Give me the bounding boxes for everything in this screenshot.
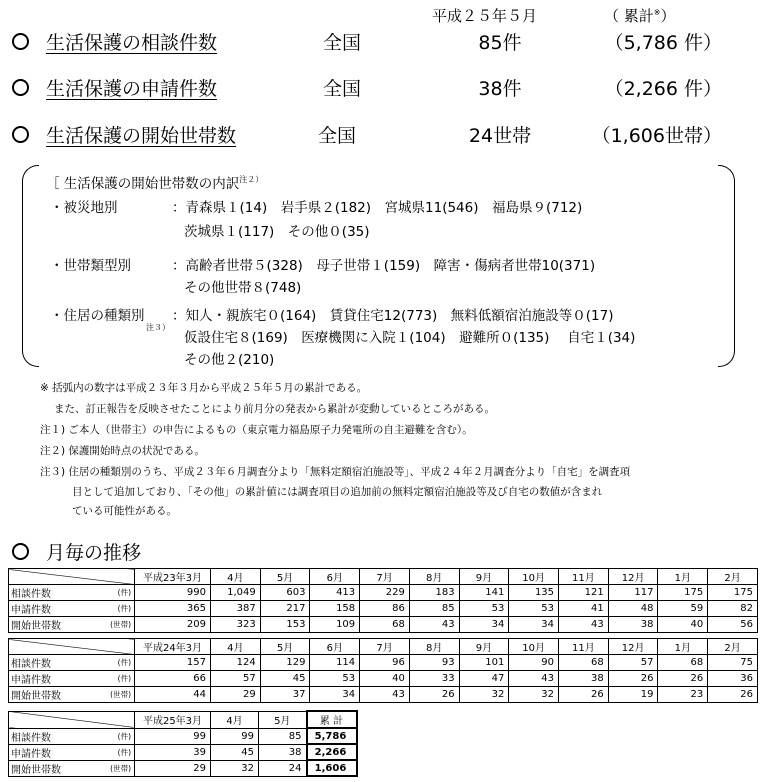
application-cumulative: （2,266 件）: [604, 78, 722, 100]
housing-type-label: ・住居の種類別: [50, 308, 145, 324]
month-header: 1月: [658, 569, 708, 585]
month-header: 12月: [608, 639, 658, 655]
month-header: 10月: [509, 569, 559, 585]
table-cell: 1,049: [211, 585, 261, 601]
table-cell: 57: [211, 671, 261, 687]
note-1: 注１) ご本人（世帯主）の申告によるもの（東京電力福島原子力発電所の自主避難を含む）。: [40, 424, 473, 436]
table-cell: 26: [658, 671, 708, 687]
table-cell: 47: [459, 671, 509, 687]
month-header: 6月: [310, 639, 360, 655]
table-cell: 44: [135, 687, 211, 703]
table-row: [9, 655, 758, 671]
row-label: 申請件数 (件): [9, 671, 135, 687]
start-households-label: 生活保護の開始世帯数: [46, 125, 237, 147]
table-cell: 23: [658, 687, 708, 703]
table-cell: 32: [459, 687, 509, 703]
disaster-area-line2: 茨城県１(117) その他０(35): [184, 224, 370, 240]
table-cell: 33: [409, 671, 459, 687]
table-cell: 135: [509, 585, 559, 601]
table-row: [9, 585, 758, 601]
table-cell: 38: [608, 617, 658, 633]
table-cell: 90: [509, 655, 559, 671]
consultation-cumulative: （5,786 件）: [604, 32, 722, 54]
month-header: 9月: [459, 639, 509, 655]
table-row: [9, 617, 758, 633]
table-cell: 59: [658, 601, 708, 617]
table-cell: 387: [211, 601, 261, 617]
table-cell: 99: [135, 728, 211, 744]
cumulative-header: 累 計: [307, 711, 357, 728]
table-cell: 37: [260, 687, 310, 703]
month-header: 8月: [409, 639, 459, 655]
table-cell: 85: [259, 728, 307, 744]
table-row: [9, 728, 357, 744]
table-cell: 32: [509, 687, 559, 703]
consultation-label: 生活保護の相談件数: [46, 32, 218, 54]
table-cell: 38: [259, 744, 307, 760]
table-cell: 66: [135, 671, 211, 687]
table-cell: 413: [310, 585, 360, 601]
consultation-value: 85件: [478, 32, 522, 54]
table-cell: 141: [459, 585, 509, 601]
month-header: 7月: [360, 639, 410, 655]
table-cell: 82: [708, 601, 758, 617]
table-row: [9, 687, 758, 703]
month-header: 平成24年3月: [135, 639, 211, 655]
table-cell: 34: [509, 617, 559, 633]
right-bracket: [718, 165, 735, 367]
monthly-title: 月毎の推移: [46, 542, 142, 564]
month-header: 1月: [658, 639, 708, 655]
cumulative-label: （ 累計※）: [604, 7, 676, 25]
table-row: [9, 601, 758, 617]
start-households-value: 24世帯: [468, 125, 532, 147]
disaster-area-line1: ：青森県１(14) 岩手県２(182) 宮城県11(546) 福島県９(712): [172, 200, 583, 216]
note-correction: また、訂正報告を反映させたことにより前月分の発表から累計が変動しているところがある。: [54, 403, 495, 415]
table-cell: 175: [708, 585, 758, 601]
row-label: 開始世帯数 (世帯): [9, 760, 135, 776]
table-cell: 26: [559, 687, 609, 703]
bullet-circle-icon: [12, 79, 29, 96]
table-cell: 40: [360, 671, 410, 687]
housing-type-line1: ：知人・親族宅０(164) 賃貸住宅12(773) 無料低額宿泊施設等０(17): [172, 308, 614, 324]
cumulative-cell: 1,606: [307, 760, 357, 776]
household-type-label: ・世帯類型別: [50, 258, 131, 274]
bullet-circle-icon: [12, 33, 29, 50]
bullet-circle-icon: [12, 543, 29, 560]
table-cell: 229: [360, 585, 410, 601]
table-cell: 121: [559, 585, 609, 601]
table-cell: 26: [608, 671, 658, 687]
table-cell: 114: [310, 655, 360, 671]
table-cell: 603: [260, 585, 310, 601]
month-header: 4月: [211, 639, 261, 655]
row-label: 開始世帯数 (世帯): [9, 687, 135, 703]
row-label: 相談件数 (件): [9, 655, 135, 671]
table-cell: 109: [310, 617, 360, 633]
table-cell: 56: [708, 617, 758, 633]
month-header: 12月: [608, 569, 658, 585]
table-cell: 217: [260, 601, 310, 617]
monthly-table-2011: [8, 568, 758, 633]
table-cell: 39: [135, 744, 211, 760]
month-header: 4月: [211, 711, 259, 728]
month-header: 平成25年3月: [135, 711, 211, 728]
table-cell: 365: [135, 601, 211, 617]
table-cell: 48: [608, 601, 658, 617]
table-cell: 36: [708, 671, 758, 687]
diagonal-cell: [9, 639, 135, 655]
month-header: 11月: [559, 639, 609, 655]
table-cell: 57: [608, 655, 658, 671]
consultation-scope: 全国: [323, 32, 362, 54]
table-cell: 43: [409, 617, 459, 633]
table-cell: 32: [211, 760, 259, 776]
bullet-circle-icon: [12, 126, 29, 143]
diagonal-cell: [9, 711, 135, 728]
table-cell: 29: [135, 760, 211, 776]
table-cell: 19: [608, 687, 658, 703]
table-cell: 68: [658, 655, 708, 671]
left-bracket: [22, 165, 39, 367]
table-row: [9, 760, 357, 776]
table-cell: 153: [260, 617, 310, 633]
disaster-area-label: ・被災地別: [50, 200, 118, 216]
table-cell: 129: [260, 655, 310, 671]
table-cell: 24: [259, 760, 307, 776]
table-cell: 183: [409, 585, 459, 601]
month-header: 2月: [708, 639, 758, 655]
table-cell: 96: [360, 655, 410, 671]
table-cell: 124: [211, 655, 261, 671]
table-header-row: [9, 639, 758, 655]
row-label: 開始世帯数 (世帯): [9, 617, 135, 633]
month-header: 10月: [509, 639, 559, 655]
table-cell: 53: [310, 671, 360, 687]
table-header-row: [9, 569, 758, 585]
note-2: 注２) 保護開始時点の状況である。: [40, 445, 205, 457]
table-cell: 45: [260, 671, 310, 687]
cumulative-cell: 2,266: [307, 744, 357, 760]
table-cell: 68: [559, 655, 609, 671]
month-header: 5月: [260, 639, 310, 655]
table-row: [9, 744, 357, 760]
table-cell: 85: [409, 601, 459, 617]
table-header-row: [9, 711, 357, 728]
table-cell: 38: [559, 671, 609, 687]
housing-type-line3: その他２(210): [184, 352, 275, 368]
month-header: 5月: [260, 569, 310, 585]
table-cell: 175: [658, 585, 708, 601]
note-cumulative: ※ 括弧内の数字は平成２３年３月から平成２５年５月の累計である。: [40, 382, 368, 394]
diagonal-cell: [9, 569, 135, 585]
row-label: 申請件数 (件): [9, 601, 135, 617]
month-header: 8月: [409, 569, 459, 585]
table-cell: 26: [409, 687, 459, 703]
table-cell: 157: [135, 655, 211, 671]
row-label: 申請件数 (件): [9, 744, 135, 760]
start-households-scope: 全国: [318, 125, 357, 147]
month-header: 2月: [708, 569, 758, 585]
table-cell: 26: [708, 687, 758, 703]
start-households-cumulative: （1,606世帯）: [591, 125, 722, 147]
application-label: 生活保護の申請件数: [46, 78, 218, 100]
table-cell: 43: [360, 687, 410, 703]
month-header: 11月: [559, 569, 609, 585]
note-3-cont2: ている可能性がある。: [72, 505, 177, 517]
table-cell: 43: [559, 617, 609, 633]
month-header: 5月: [259, 711, 307, 728]
application-scope: 全国: [323, 78, 362, 100]
table-cell: 86: [360, 601, 410, 617]
housing-type-note: 注３）: [146, 323, 170, 332]
period-label: 平成２５年５月: [432, 7, 538, 25]
table-cell: 93: [409, 655, 459, 671]
table-cell: 45: [211, 744, 259, 760]
monthly-table-2013: [8, 710, 358, 777]
table-cell: 990: [135, 585, 211, 601]
table-cell: 41: [559, 601, 609, 617]
monthly-table-2012: [8, 638, 758, 703]
month-header: 6月: [310, 569, 360, 585]
month-header: 9月: [459, 569, 509, 585]
table-row: [9, 671, 758, 687]
table-cell: 75: [708, 655, 758, 671]
table-cell: 34: [310, 687, 360, 703]
row-label: 相談件数 (件): [9, 585, 135, 601]
month-header: 4月: [211, 569, 261, 585]
table-cell: 53: [459, 601, 509, 617]
row-label: 相談件数 (件): [9, 728, 135, 744]
month-header: 平成23年3月: [135, 569, 211, 585]
cumulative-cell: 5,786: [307, 728, 357, 744]
household-type-line2: その他世帯８(748): [184, 280, 302, 296]
note-3-cont1: 目として追加しており、「その他」の累計値には調査項目の追加前の無料定額宿泊施設等及び自宅の数値が含まれ: [72, 486, 603, 498]
table-cell: 53: [509, 601, 559, 617]
household-type-line1: ：高齢者世帯５(328) 母子世帯１(159) 障害・傷病者世帯10(371): [172, 258, 596, 274]
table-cell: 34: [459, 617, 509, 633]
breakdown-title: ［ 生活保護の開始世帯数の内訳$^{注2)}$: [46, 175, 264, 192]
housing-type-line2: 仮設住宅８(169) 医療機関に入院１(104) 避難所０(135) 自宅１(34): [184, 330, 636, 346]
table-cell: 29: [211, 687, 261, 703]
table-cell: 40: [658, 617, 708, 633]
table-cell: 68: [360, 617, 410, 633]
table-cell: 43: [509, 671, 559, 687]
table-cell: 209: [135, 617, 211, 633]
table-cell: 99: [211, 728, 259, 744]
application-value: 38件: [478, 78, 522, 100]
table-cell: 158: [310, 601, 360, 617]
table-cell: 323: [211, 617, 261, 633]
month-header: 7月: [360, 569, 410, 585]
table-cell: 101: [459, 655, 509, 671]
table-cell: 117: [608, 585, 658, 601]
note-3: 注３) 住居の種類別のうち、平成２３年６月調査分より「無料定額宿泊施設等」、平成２４年２月調査分より「自宅」を調査項: [40, 466, 631, 478]
